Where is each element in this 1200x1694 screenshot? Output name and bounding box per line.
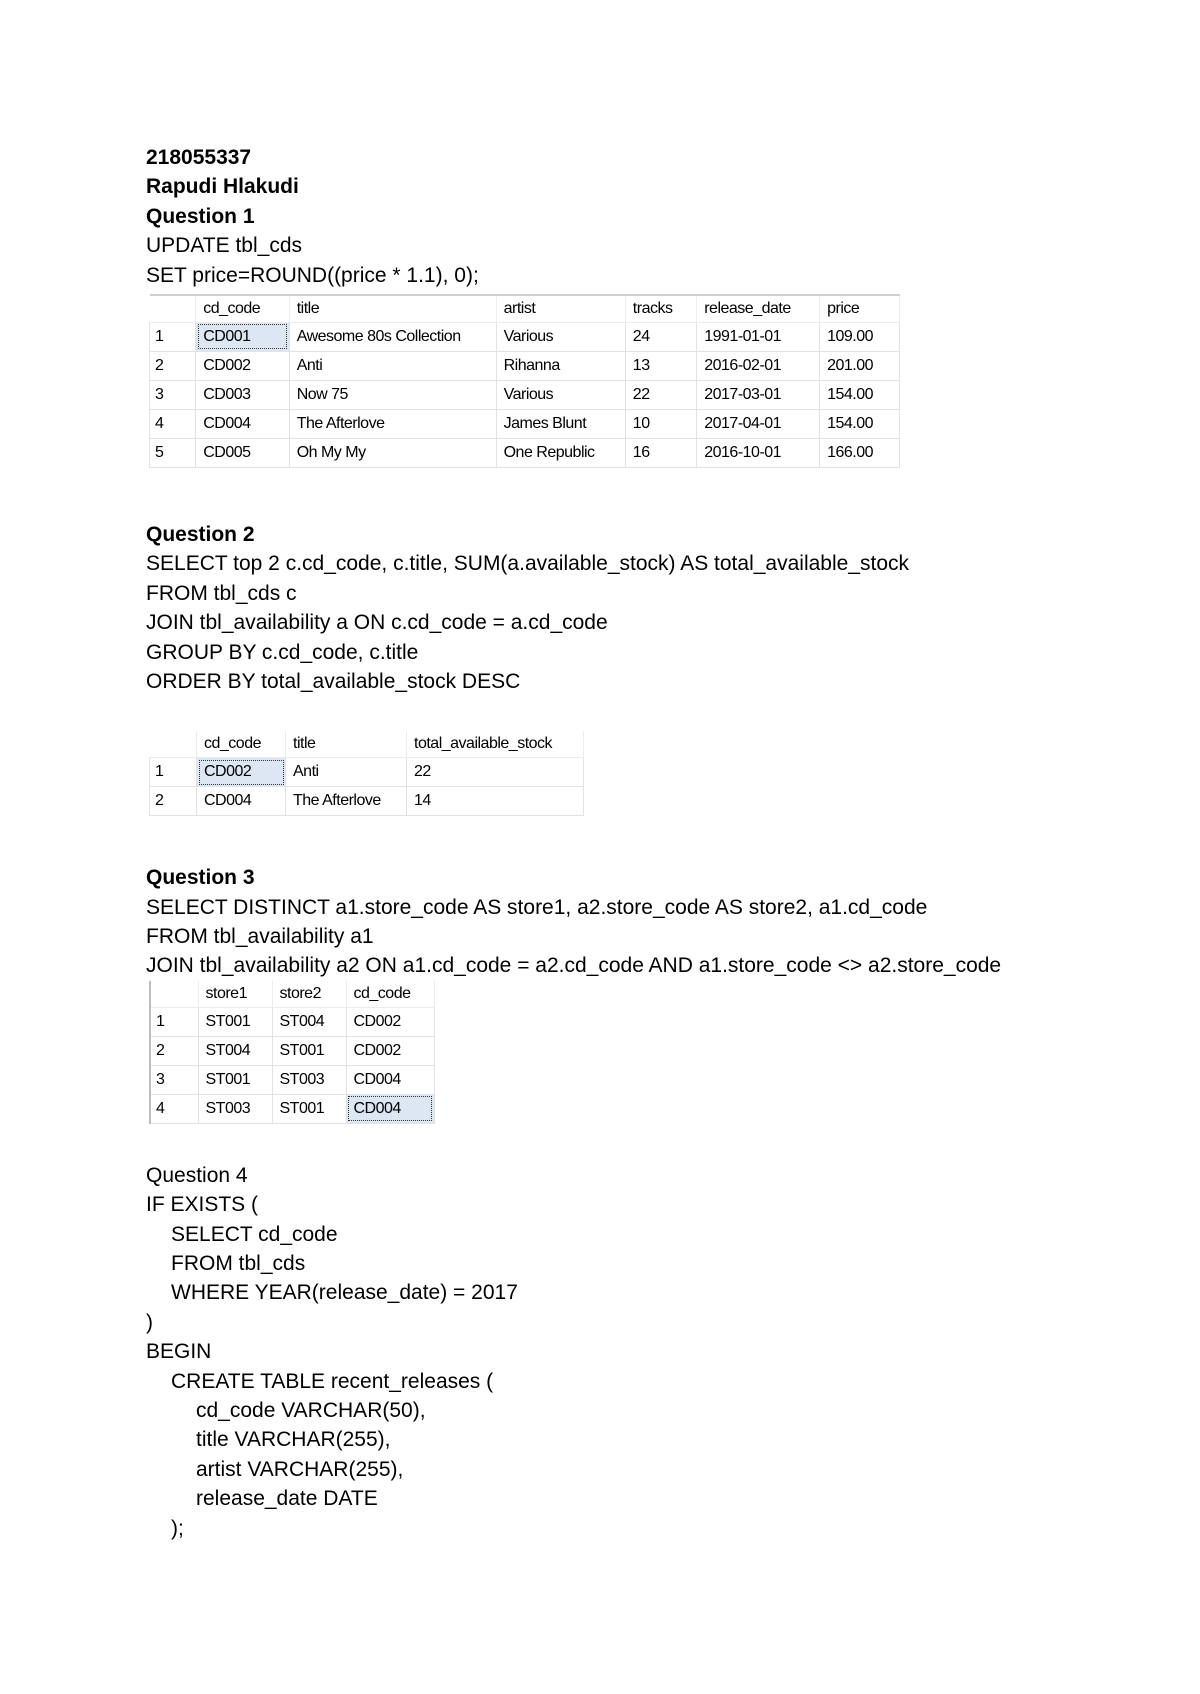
result-cell[interactable]: 14 bbox=[407, 787, 584, 816]
column-header[interactable]: release_date bbox=[697, 295, 820, 323]
result-cell[interactable]: Various bbox=[496, 380, 625, 409]
row-number[interactable]: 1 bbox=[150, 322, 196, 351]
column-header[interactable]: store2 bbox=[272, 981, 346, 1008]
result-cell[interactable]: ST001 bbox=[272, 1036, 346, 1065]
result-cell-selected[interactable]: CD001 bbox=[196, 322, 289, 351]
row-number-header bbox=[150, 731, 197, 758]
question-2-heading: Question 2 bbox=[146, 522, 255, 546]
question-4-heading: Question 4 bbox=[146, 1163, 248, 1187]
column-header[interactable]: store1 bbox=[198, 981, 272, 1008]
column-header[interactable]: cd_code bbox=[197, 731, 286, 758]
result-cell[interactable]: CD002 bbox=[346, 1007, 434, 1036]
q2-code-line: SELECT top 2 c.cd_code, c.title, SUM(a.available_stock) AS total_available_stock bbox=[146, 552, 910, 576]
q4-code-line: title VARCHAR(255), bbox=[196, 1428, 391, 1452]
result-row[interactable] bbox=[150, 409, 900, 438]
column-header[interactable]: tracks bbox=[625, 295, 696, 323]
q4-code-line: cd_code VARCHAR(50), bbox=[196, 1398, 426, 1422]
result-cell[interactable]: CD002 bbox=[196, 351, 289, 380]
document-page bbox=[146, 143, 1106, 1543]
q2-result-grid bbox=[149, 731, 584, 816]
result-cell[interactable]: CD005 bbox=[196, 438, 289, 467]
result-row[interactable] bbox=[150, 380, 900, 409]
result-cell[interactable]: Anti bbox=[286, 758, 407, 787]
result-cell[interactable]: CD002 bbox=[346, 1036, 434, 1065]
result-cell[interactable]: James Blunt bbox=[496, 409, 625, 438]
result-cell[interactable]: 154.00 bbox=[820, 380, 900, 409]
result-cell[interactable]: 154.00 bbox=[820, 409, 900, 438]
q1-code-line: SET price=ROUND((price * 1.1), 0); bbox=[146, 263, 479, 287]
column-header[interactable]: cd_code bbox=[196, 295, 289, 323]
result-cell[interactable]: Various bbox=[496, 322, 625, 351]
result-cell[interactable]: CD004 bbox=[346, 1065, 434, 1094]
result-row[interactable] bbox=[150, 1094, 434, 1123]
q3-code-line: JOIN tbl_availability a2 ON a1.cd_code = a2.cd_code AND a1.store_code <> a2.store_code bbox=[146, 954, 1002, 978]
row-number-header bbox=[150, 295, 196, 323]
result-row[interactable] bbox=[150, 1036, 434, 1065]
row-number[interactable]: 1 bbox=[150, 758, 197, 787]
result-cell[interactable]: The Afterlove bbox=[289, 409, 496, 438]
q4-code-line: FROM tbl_cds bbox=[171, 1252, 306, 1276]
row-number[interactable]: 3 bbox=[150, 380, 196, 409]
q3-result-grid bbox=[149, 981, 435, 1124]
q4-code-line: BEGIN bbox=[146, 1340, 212, 1364]
result-cell[interactable]: CD004 bbox=[196, 409, 289, 438]
q3-code-line: SELECT DISTINCT a1.store_code AS store1, a2.store_code AS store2, a1.cd_code bbox=[146, 895, 928, 919]
question-1-heading: Question 1 bbox=[146, 204, 255, 228]
result-cell[interactable]: 109.00 bbox=[820, 322, 900, 351]
result-cell[interactable]: 2017-03-01 bbox=[697, 380, 820, 409]
result-cell[interactable]: 13 bbox=[625, 351, 696, 380]
q1-result-grid bbox=[149, 294, 900, 468]
result-header-row bbox=[150, 731, 584, 758]
result-cell[interactable]: 16 bbox=[625, 438, 696, 467]
q4-code-line: CREATE TABLE recent_releases ( bbox=[171, 1369, 494, 1393]
q4-code-line: WHERE YEAR(release_date) = 2017 bbox=[171, 1281, 518, 1305]
result-cell[interactable]: Awesome 80s Collection bbox=[289, 322, 496, 351]
result-row[interactable] bbox=[150, 1007, 434, 1036]
column-header[interactable]: price bbox=[820, 295, 900, 323]
column-header[interactable]: title bbox=[286, 731, 407, 758]
q3-code-line: FROM tbl_availability a1 bbox=[146, 925, 374, 949]
result-cell[interactable]: ST001 bbox=[272, 1094, 346, 1123]
result-cell[interactable]: 22 bbox=[407, 758, 584, 787]
result-cell[interactable]: Oh My My bbox=[289, 438, 496, 467]
result-cell[interactable]: ST004 bbox=[198, 1036, 272, 1065]
result-cell[interactable]: 24 bbox=[625, 322, 696, 351]
q1-code-line: UPDATE tbl_cds bbox=[146, 234, 302, 258]
q2-code-line: GROUP BY c.cd_code, c.title bbox=[146, 640, 419, 664]
result-header-row bbox=[150, 981, 434, 1008]
result-cell[interactable]: ST004 bbox=[272, 1007, 346, 1036]
result-cell[interactable]: 166.00 bbox=[820, 438, 900, 467]
result-cell[interactable]: CD004 bbox=[197, 787, 286, 816]
question-3-heading: Question 3 bbox=[146, 866, 255, 890]
result-cell[interactable]: Rihanna bbox=[496, 351, 625, 380]
q4-code-line: ); bbox=[171, 1516, 184, 1540]
student-number: 218055337 bbox=[146, 146, 252, 169]
result-cell[interactable]: 2017-04-01 bbox=[697, 409, 820, 438]
row-number[interactable]: 2 bbox=[150, 1036, 198, 1065]
result-cell[interactable]: 1991-01-01 bbox=[697, 322, 820, 351]
row-number[interactable]: 2 bbox=[150, 787, 197, 816]
result-cell[interactable]: CD003 bbox=[196, 380, 289, 409]
q4-code-line: IF EXISTS ( bbox=[146, 1193, 259, 1217]
result-row[interactable] bbox=[150, 438, 900, 467]
result-cell[interactable]: ST001 bbox=[198, 1065, 272, 1094]
q4-code-line: SELECT cd_code bbox=[171, 1222, 338, 1246]
result-row[interactable] bbox=[150, 758, 584, 787]
row-number[interactable]: 2 bbox=[150, 351, 196, 380]
q2-code-line: JOIN tbl_availability a ON c.cd_code = a.cd_code bbox=[146, 611, 608, 635]
result-cell[interactable]: 10 bbox=[625, 409, 696, 438]
result-cell[interactable]: 22 bbox=[625, 380, 696, 409]
result-cell[interactable]: ST001 bbox=[198, 1007, 272, 1036]
result-cell-selected[interactable]: CD004 bbox=[346, 1094, 434, 1123]
result-cell[interactable]: The Afterlove bbox=[286, 787, 407, 816]
result-cell[interactable]: ST003 bbox=[272, 1065, 346, 1094]
row-number[interactable]: 3 bbox=[150, 1065, 198, 1094]
result-cell[interactable]: Anti bbox=[289, 351, 496, 380]
result-cell[interactable]: 2016-02-01 bbox=[697, 351, 820, 380]
row-number[interactable]: 4 bbox=[150, 1094, 198, 1123]
student-name: Rapudi Hlakudi bbox=[146, 175, 299, 199]
q4-code-line: artist VARCHAR(255), bbox=[196, 1457, 404, 1481]
q4-code-line: release_date DATE bbox=[196, 1487, 378, 1511]
row-number[interactable]: 1 bbox=[150, 1007, 198, 1036]
row-number-header bbox=[150, 981, 198, 1008]
column-header[interactable]: artist bbox=[496, 295, 625, 323]
row-number[interactable]: 5 bbox=[150, 438, 196, 467]
result-cell[interactable]: ST003 bbox=[198, 1094, 272, 1123]
result-header-row bbox=[150, 295, 900, 323]
column-header[interactable]: cd_code bbox=[346, 981, 434, 1008]
result-cell[interactable]: Now 75 bbox=[289, 380, 496, 409]
q2-code-line: ORDER BY total_available_stock DESC bbox=[146, 669, 521, 693]
result-row[interactable] bbox=[150, 1065, 434, 1094]
column-header[interactable]: total_available_stock bbox=[407, 731, 584, 758]
result-cell[interactable]: One Republic bbox=[496, 438, 625, 467]
q2-code-line: FROM tbl_cds c bbox=[146, 581, 297, 605]
result-cell-selected[interactable]: CD002 bbox=[197, 758, 286, 787]
row-number[interactable]: 4 bbox=[150, 409, 196, 438]
result-cell[interactable]: 201.00 bbox=[820, 351, 900, 380]
q4-code-line: ) bbox=[146, 1310, 153, 1334]
result-row[interactable] bbox=[150, 351, 900, 380]
result-row[interactable] bbox=[150, 322, 900, 351]
result-cell[interactable]: 2016-10-01 bbox=[697, 438, 820, 467]
column-header[interactable]: title bbox=[289, 295, 496, 323]
result-row[interactable] bbox=[150, 787, 584, 816]
